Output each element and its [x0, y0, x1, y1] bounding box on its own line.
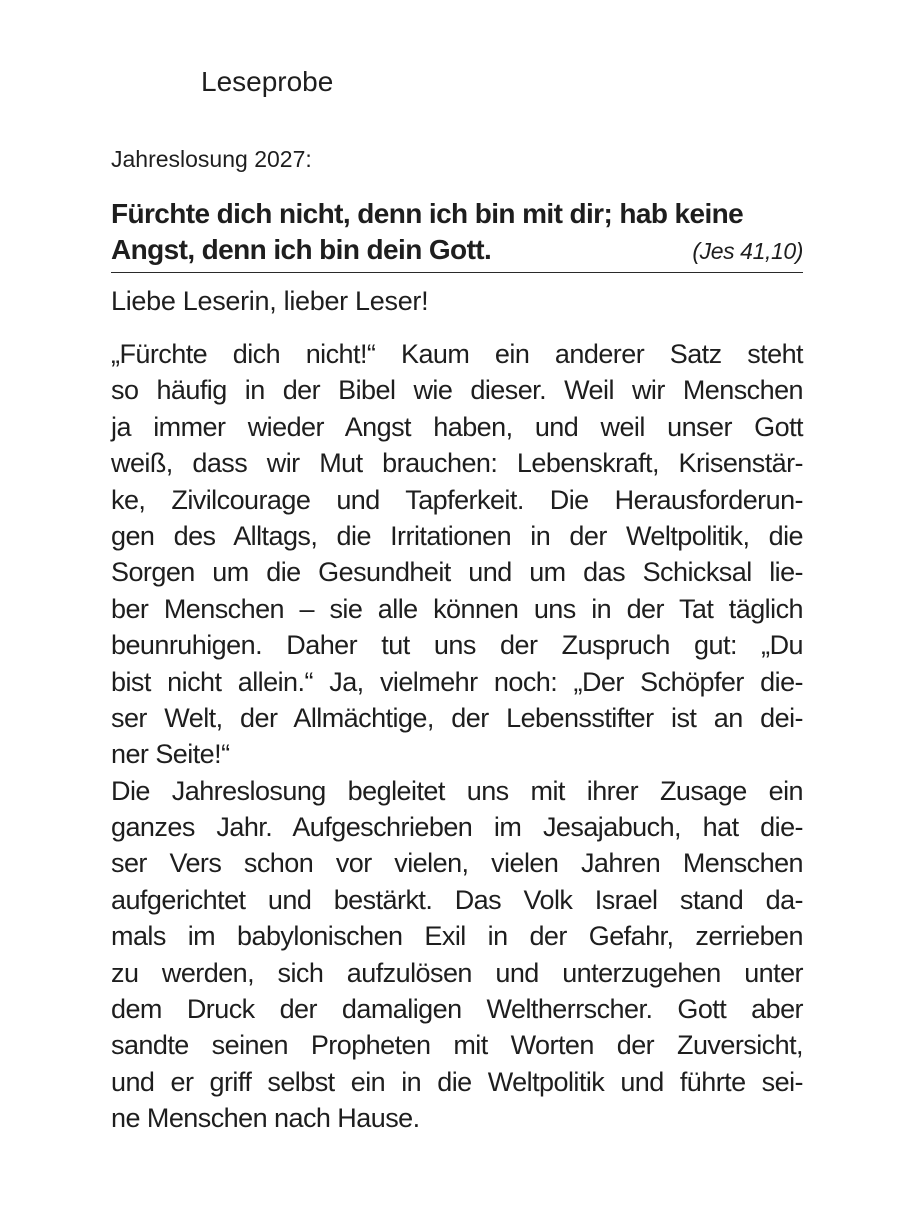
text-line: „Fürchte dich nicht!“ Kaum ein anderer Satz steht: [111, 339, 803, 369]
greeting: Liebe Leserin, lieber Leser!: [111, 286, 429, 316]
verse-line-2: [111, 232, 803, 269]
text-line: ber Menschen – sie alle können uns in der Tat täglich: [111, 593, 803, 624]
text-line: ner Seite!“: [111, 739, 230, 770]
text-line: Die Jahreslosung begleitet uns mit ihrer Zusage ein: [111, 775, 803, 806]
text-line: Sorgen um die Gesundheit und um das Schicksal lie-: [111, 557, 803, 588]
verse-reference: (Jes 41,10): [692, 238, 803, 264]
verse-line-1: Fürchte dich nicht, denn ich bin mit dir; hab keine: [111, 198, 744, 229]
text-line: so häufig in der Bibel wie dieser. Weil wir Menschen: [111, 375, 803, 406]
paragraph: [111, 336, 803, 773]
text-line: ser Vers schon vor vielen, vielen Jahren Menschen: [111, 848, 803, 879]
text-line: mals im babylonischen Exil in der Gefahr, zerrieben: [111, 921, 803, 952]
text-line: ganzes Jahr. Aufgeschrieben im Jesajabuch, hat die-: [111, 812, 803, 843]
text-line: bist nicht allein.“ Ja, vielmehr noch: „Der Schöpfer die-: [111, 666, 803, 697]
text-line: beunruhigen. Daher tut uns der Zuspruch gut: „Du: [111, 630, 803, 661]
text-line: ke, Zivilcourage und Tapferkeit. Die Herausforderun-: [111, 484, 803, 515]
verse-line-2-text: Angst, denn ich bin dein Gott.: [111, 234, 492, 265]
verse-block: [111, 196, 803, 269]
text-line: und er griff selbst ein in die Weltpolitik und führte sei-: [111, 1066, 803, 1097]
text-line: sandte seinen Propheten mit Worten der Zuversicht,: [111, 1030, 803, 1061]
page-header-label: Leseprobe: [201, 66, 334, 97]
divider-rule: [111, 272, 803, 273]
subtitle: Jahreslosung 2027:: [111, 146, 312, 172]
body-text: [111, 336, 803, 1137]
text-line: dem Druck der damaligen Weltherrscher. Gott aber: [111, 994, 803, 1025]
text-line: ja immer wieder Angst haben, und weil unser Gott: [111, 411, 803, 442]
text-line: ne Menschen nach Hause.: [111, 1103, 420, 1134]
text-line: zu werden, sich aufzulösen und unterzugehen unter: [111, 957, 803, 988]
text-line: weiß, dass wir Mut brauchen: Lebenskraft, Krisenstär-: [111, 448, 803, 479]
text-line: gen des Alltags, die Irritationen in der Weltpolitik, die: [111, 520, 803, 551]
paragraph: [111, 773, 803, 1137]
text-line: aufgerichtet und bestärkt. Das Volk Israel stand da-: [111, 884, 803, 915]
text-line: ser Welt, der Allmächtige, der Lebensstifter ist an dei-: [111, 702, 803, 733]
